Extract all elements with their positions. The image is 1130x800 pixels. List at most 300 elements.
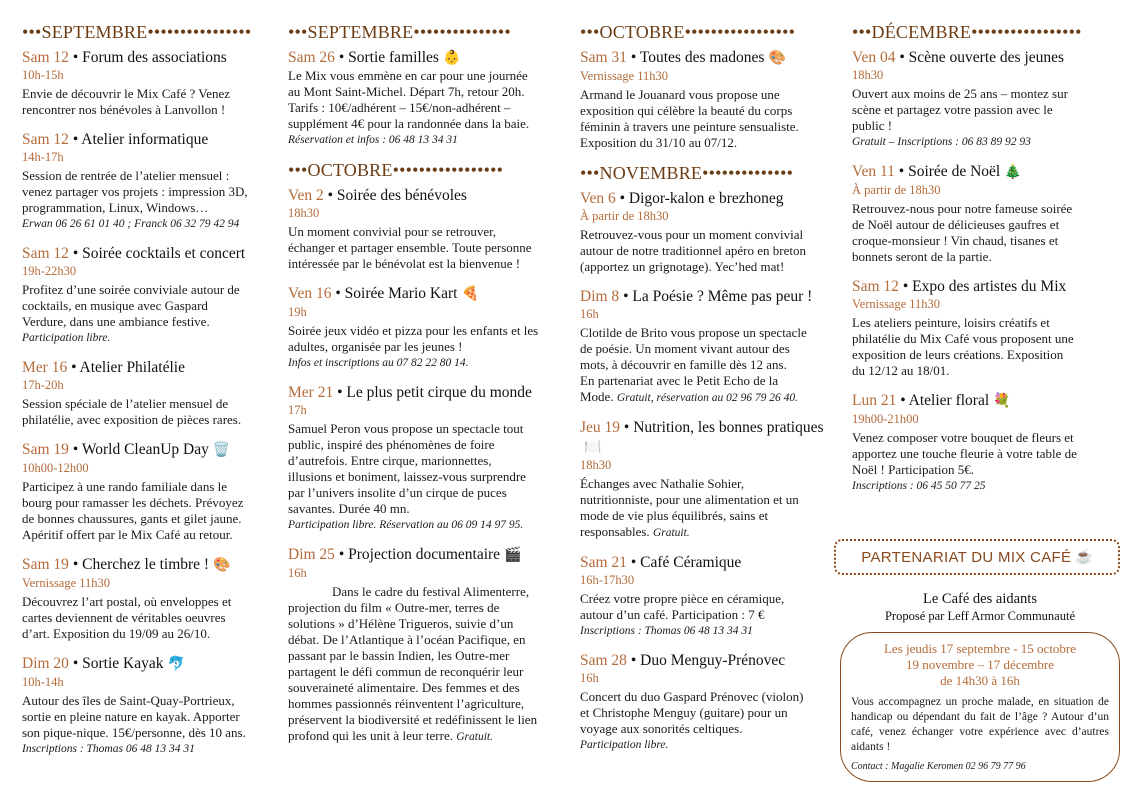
event-separator: •	[626, 652, 641, 669]
event-description-text: partagent le défi commun de reconquérir leur	[288, 664, 524, 679]
month-section	[22, 22, 272, 757]
event-separator: •	[626, 554, 641, 571]
event-description-text: son pique-nique. 15€/personne, dès 10 ans.	[22, 725, 246, 740]
event-description-text: responsables.	[580, 524, 650, 539]
event-description	[852, 315, 1118, 379]
event-description-text: par l’univers insolite d’un cirque de puces	[288, 485, 507, 500]
event-description-line	[22, 610, 272, 626]
event-item	[580, 287, 836, 406]
column-3	[580, 22, 836, 765]
event-description-text: solutions » d’Hélène Trigueros, suivie d’un	[288, 616, 514, 631]
event-description	[22, 168, 272, 232]
event-description-line	[22, 626, 272, 642]
event-item	[22, 440, 272, 543]
event-description-line	[852, 363, 1118, 379]
event-title: Soirée des bénévoles	[336, 187, 467, 204]
event-description-line	[580, 341, 836, 357]
event-description-line	[288, 664, 566, 680]
event-day: Sam 12	[22, 245, 69, 262]
event-description-line	[22, 86, 272, 102]
event-description-line	[288, 584, 566, 600]
event-item	[852, 277, 1118, 379]
event-time: 18h30	[288, 206, 320, 220]
event-description	[852, 430, 1118, 494]
event-description-text: passant par le bassin Indien, les Outre-mer	[288, 648, 510, 663]
event-item	[852, 48, 1118, 150]
event-day: Dim 20	[22, 655, 69, 672]
event-description-text: Participez à une rando familiale dans le	[22, 479, 228, 494]
event-description-line	[288, 339, 566, 355]
event-description-text: préservent la biodiversité et redéfinissent le lien	[288, 712, 538, 727]
month-heading: •••DÉCEMBRE•••••••••••••••••	[852, 22, 1082, 42]
event-description-text: Créez votre propre pièce en céramique,	[580, 591, 785, 606]
event-header	[288, 48, 566, 68]
event-emoji-icon: 🗑️	[212, 443, 231, 458]
event-description-text: Session de rentrée de l’atelier mensuel :	[22, 168, 230, 183]
event-time: 19h	[288, 305, 307, 319]
event-description-text: Concert du duo Gaspard Prénovec (violon)	[580, 689, 804, 704]
event-description-text: Dans le cadre du festival Alimenterre,	[332, 584, 530, 599]
month-heading: •••SEPTEMBRE••••••••••••••••	[22, 22, 252, 42]
month-heading: •••OCTOBRE•••••••••••••••••	[580, 22, 796, 42]
event-note: Participation libre.	[580, 739, 669, 751]
event-header	[580, 651, 836, 670]
event-separator: •	[323, 187, 337, 204]
event-description-line	[852, 347, 1118, 363]
event-description-text: du 12/12 au 18/01.	[852, 363, 950, 378]
event-description-line	[288, 421, 566, 437]
event-description-text: autour d’un café. Participation : 7 €	[580, 607, 765, 622]
event-note: Réservation et infos : 06 48 13 34 31	[288, 134, 458, 146]
event-description-text: savantes. Durée 40 mn.	[288, 501, 410, 516]
partner-contact: Contact : Magalie Keromen 02 96 79 77 96	[851, 761, 1026, 772]
partner-heading	[840, 590, 1120, 624]
event-description-line	[580, 476, 836, 492]
event-description-line	[852, 102, 1118, 118]
event-title: Cherchez le timbre !	[82, 556, 210, 573]
event-description-line	[580, 325, 836, 341]
event-title: Scène ouverte des jeunes	[908, 49, 1065, 66]
event-description-line	[288, 728, 566, 745]
column-1	[22, 22, 272, 769]
event-tail-note: Gratuit.	[456, 731, 493, 743]
event-description-text: philatélie du Mix Café vous proposent une	[852, 331, 1074, 346]
event-description-text: voyage aux sonorités celtiques.	[580, 721, 743, 736]
event-time: 16h	[580, 307, 599, 321]
event-description-line	[580, 87, 836, 103]
event-time: 19h-22h30	[22, 264, 77, 278]
event-tail-note: Gratuit.	[652, 527, 690, 539]
event-description-text: Armand le Jouanard vous propose une	[580, 87, 780, 102]
event-description-line	[852, 233, 1118, 249]
event-description-line	[852, 462, 1118, 478]
event-header	[580, 189, 836, 208]
event-item	[288, 284, 566, 371]
event-description	[22, 86, 272, 118]
event-emoji-icon: 👶	[442, 51, 461, 66]
event-description-text: nutritionniste, pour une alimentation et un	[580, 492, 799, 507]
event-header	[22, 244, 272, 263]
event-description-line	[22, 200, 272, 216]
event-separator: •	[68, 49, 83, 66]
event-separator: •	[626, 49, 640, 66]
event-description-line	[288, 616, 566, 632]
event-description	[22, 693, 272, 757]
event-item	[852, 162, 1118, 265]
event-description-text: exposition qui célèbre la beauté du corps	[580, 103, 793, 118]
event-separator: •	[68, 131, 82, 148]
event-description	[288, 224, 566, 272]
event-header	[288, 545, 566, 565]
event-description-text: débat. De l’Atlantique à l’océan Pacifique, en	[288, 632, 526, 647]
event-description-text: Autour des îles de Saint-Quay-Portrieux,	[22, 693, 235, 708]
event-separator: •	[620, 419, 634, 436]
event-description-line	[288, 632, 566, 648]
event-header	[22, 130, 272, 149]
event-description-line	[852, 118, 1118, 134]
event-description	[22, 282, 272, 346]
event-description-text: Venez composer votre bouquet de fleurs et	[852, 430, 1074, 445]
event-description-text: cartes deviennent de véritables oeuvres	[22, 610, 226, 625]
event-title: Sortie familles	[348, 49, 439, 66]
event-description-line	[22, 693, 272, 709]
event-description	[580, 227, 836, 275]
event-description	[22, 396, 272, 428]
event-description-line	[852, 249, 1118, 265]
event-description-line	[22, 412, 272, 428]
event-title: Soirée cocktails et concert	[82, 245, 246, 262]
event-description	[22, 594, 272, 642]
event-header	[288, 284, 566, 304]
month-section	[580, 163, 836, 753]
event-description-text: Session spéciale de l’atelier mensuel de	[22, 396, 229, 411]
event-day: Lun 21	[852, 392, 897, 409]
event-description-text: (apportez un grignotage). Yec’hed mat!	[580, 259, 785, 274]
event-emoji-icon: 🎬	[504, 548, 522, 563]
event-day: Sam 21	[580, 554, 627, 571]
event-description-text: sortie en pleine nature en kayak. Apporter	[22, 709, 240, 724]
event-note: Erwan 06 26 61 01 40 ; Franck 06 32 79 42 94	[22, 218, 240, 230]
event-description-line	[22, 511, 272, 527]
event-time: 16h	[288, 566, 307, 580]
event-description-line	[288, 240, 566, 256]
event-description-line	[288, 84, 566, 100]
event-header	[580, 48, 836, 68]
event-title: La Poésie ? Même pas peur !	[632, 288, 813, 305]
event-note: Gratuit – Inscriptions : 06 83 89 92 93	[852, 136, 1031, 148]
event-title: Le plus petit cirque du monde	[346, 384, 532, 401]
event-title: Atelier informatique	[81, 131, 209, 148]
event-description-line	[288, 712, 566, 728]
event-description	[288, 323, 566, 371]
event-header	[852, 391, 1118, 411]
event-emoji-icon: 🎨	[213, 558, 231, 573]
event-description-line	[852, 331, 1118, 347]
event-description-line	[288, 116, 566, 132]
event-note: Inscriptions : Thomas 06 48 13 34 31	[22, 743, 195, 755]
event-separator: •	[67, 359, 80, 376]
event-separator: •	[615, 190, 629, 207]
event-separator: •	[331, 285, 345, 302]
event-title: Duo Menguy-Prénovec	[640, 652, 786, 669]
event-description-line	[22, 396, 272, 412]
event-item	[288, 186, 566, 272]
event-description-line	[580, 227, 836, 243]
event-note: Inscriptions : 06 45 50 77 25	[852, 480, 986, 492]
event-emoji-icon: 🍽️	[584, 440, 602, 455]
event-description-text: autour de notre traditionnel apéro en breton	[580, 243, 806, 258]
event-description-text: Noël ! Participation 5€.	[852, 462, 975, 477]
event-time: 17h	[288, 403, 307, 417]
event-description-line	[852, 430, 1118, 446]
event-header	[580, 418, 836, 457]
partner-title: Le Café des aidants	[923, 591, 1037, 607]
event-day: Jeu 19	[580, 419, 621, 436]
event-description-line	[852, 315, 1118, 331]
event-description-text: bonnets seront de la partie.	[852, 249, 992, 264]
event-description-line	[22, 314, 272, 330]
event-description-text: rencontrer nos bénévoles à Lanvollon !	[22, 102, 226, 117]
event-header	[22, 555, 272, 575]
event-description-text: En partenariat avec le Petit Echo de la	[580, 373, 779, 388]
event-description-text: Un moment convivial pour se retrouver,	[288, 224, 497, 239]
event-description-line	[580, 721, 836, 737]
month-section	[288, 160, 566, 745]
event-description-line	[288, 600, 566, 616]
event-description-text: projection du film « Outre-mer, terres de	[288, 600, 500, 615]
event-description-line	[580, 373, 836, 389]
event-time: 10h00-12h00	[22, 461, 89, 475]
event-description-line	[288, 696, 566, 712]
event-day: Sam 19	[22, 556, 69, 573]
event-title: Digor-kalon e brezhoneg	[628, 190, 784, 207]
event-title: Projection documentaire	[348, 546, 501, 563]
event-time: Vernissage 11h30	[852, 297, 941, 311]
event-description-text: Tarifs : 10€/adhérent – 15€/non-adhérent –	[288, 100, 511, 115]
event-description-line	[288, 437, 566, 453]
event-title: World CleanUp Day	[81, 441, 209, 458]
event-item	[22, 555, 272, 642]
event-description-line	[288, 323, 566, 339]
event-description-text: supplément 4€ pour la randonnée dans la baie.	[288, 116, 530, 131]
event-day: Sam 26	[288, 49, 335, 66]
event-description-text: de poésie. Un moment vivant autour des	[580, 341, 790, 356]
event-day: Sam 12	[852, 278, 899, 295]
event-description	[288, 421, 566, 533]
month-heading: •••OCTOBRE•••••••••••••••••	[288, 160, 504, 180]
event-description-text: bourg pour ramasser les déchets. Prévoyez	[22, 495, 244, 510]
event-description-line	[288, 501, 566, 517]
event-header	[852, 277, 1118, 296]
event-time: 10h-14h	[22, 675, 64, 689]
event-item	[22, 358, 272, 428]
event-description-line	[22, 725, 272, 741]
event-description-text: public, inspiré des phénomènes de foire	[288, 437, 495, 452]
event-separator: •	[898, 278, 913, 295]
event-description-text: Samuel Peron vous propose un spectacle tout	[288, 421, 524, 436]
event-day: Mer 16	[22, 359, 68, 376]
event-title: Café Céramique	[640, 554, 742, 571]
event-description-line	[288, 680, 566, 696]
event-item	[22, 654, 272, 757]
event-time: Vernissage 11h30	[580, 69, 669, 83]
event-description-text: mots, à découvrir en famille dès 12 ans.	[580, 357, 787, 372]
event-time: À partir de 18h30	[580, 209, 669, 223]
event-header	[580, 287, 836, 306]
event-description-line	[580, 389, 836, 406]
event-description-text: hommes passionnés réinventent l’agriculture,	[288, 696, 525, 711]
event-header	[22, 654, 272, 674]
event-item	[22, 48, 272, 118]
event-description-line	[288, 256, 566, 272]
event-title: Forum des associations	[82, 49, 227, 66]
event-description-text: exposition de leurs créations. Exposition	[852, 347, 1064, 362]
event-description-text: philatélie, avec exposition de pièces rares.	[22, 412, 242, 427]
event-description-line	[852, 217, 1118, 233]
partner-date-line: Les jeudis 17 septembre - 15 octobre	[883, 641, 1077, 656]
column-2	[288, 22, 566, 757]
event-description-text: Apéritif offert par le Mix Café au retour.	[22, 527, 233, 542]
event-note: Inscriptions : Thomas 06 48 13 34 31	[580, 625, 753, 637]
event-day: Dim 8	[580, 288, 620, 305]
event-description-text: profond qui les unit à leur terre.	[288, 728, 453, 743]
event-description-text: d’autrefois. Entre cirque, marionnettes,	[288, 453, 492, 468]
event-title: Atelier floral	[908, 392, 990, 409]
event-description-text: Profitez d’une soirée conviviale autour de	[22, 282, 240, 297]
event-description-text: Exposition du 31/10 au 07/12.	[580, 135, 738, 150]
event-title: Atelier Philatélie	[79, 359, 185, 376]
month-section	[580, 22, 836, 151]
event-description-text: Retrouvez-vous pour un moment convivial	[580, 227, 804, 242]
event-description	[580, 591, 836, 639]
event-item	[852, 391, 1118, 494]
partner-dates	[851, 641, 1109, 689]
event-description	[22, 479, 272, 543]
event-description-line	[22, 495, 272, 511]
event-description-line	[580, 119, 836, 135]
event-description-text: souveraineté alimentaire. Des femmes et des	[288, 680, 520, 695]
event-title: Sortie Kayak	[82, 655, 164, 672]
event-description-text: apportez une touche fleurie à votre table de	[852, 446, 1077, 461]
event-title: Toutes des madones	[639, 49, 765, 66]
event-note: Infos et inscriptions au 07 82 22 80 14.	[288, 357, 469, 369]
event-description-line	[22, 282, 272, 298]
event-item	[22, 130, 272, 232]
event-time: 17h-20h	[22, 378, 64, 392]
partner-date-line: 19 novembre – 17 décembre	[905, 657, 1054, 672]
event-description-line	[580, 689, 836, 705]
event-emoji-icon: 🎄	[1004, 165, 1022, 180]
event-day: Sam 12	[22, 131, 69, 148]
event-time: 16h-17h30	[580, 573, 635, 587]
event-header	[22, 440, 272, 460]
event-description-text: Retrouvez-nous pour notre fameuse soirée	[852, 201, 1073, 216]
event-description-text: croque-monsieur ! Vin chaud, tisanes et	[852, 233, 1059, 248]
event-description-line	[288, 224, 566, 240]
event-time: 14h-17h	[22, 150, 64, 164]
event-note: Participation libre.	[22, 332, 111, 344]
event-description-line	[288, 100, 566, 116]
event-note: Participation libre. Réservation au 06 09 14 97 95.	[288, 519, 524, 531]
event-tail-note: Gratuit, réservation au 02 96 79 26 40.	[616, 392, 798, 404]
event-item	[288, 48, 566, 148]
event-description-text: mode de vie plus équilibrés, sains et	[580, 508, 769, 523]
event-description-line	[22, 168, 272, 184]
event-day: Ven 2	[288, 187, 324, 204]
event-description	[580, 325, 836, 406]
event-description-line	[288, 68, 566, 84]
event-description-line	[580, 103, 836, 119]
event-item	[580, 189, 836, 275]
event-description-line	[580, 508, 836, 524]
event-time: 18h30	[580, 458, 612, 472]
event-description-text: de Noël autour de délicieuses gaufres et	[852, 217, 1060, 232]
event-description-line	[288, 469, 566, 485]
event-description-text: illusions et boniment, laissez-vous surprendre	[288, 469, 526, 484]
event-separator: •	[68, 655, 83, 672]
event-description-line	[580, 524, 836, 541]
event-description-text: de bonnes chaussures, gants et gilet jaune.	[22, 511, 242, 526]
event-description-line	[22, 184, 272, 200]
event-header	[288, 186, 566, 205]
event-description-line	[22, 527, 272, 543]
event-description-line	[852, 86, 1118, 102]
event-description-line	[580, 135, 836, 151]
event-separator: •	[896, 392, 909, 409]
coffee-icon: ☕	[1075, 549, 1093, 565]
event-title: Expo des artistes du Mix	[912, 278, 1067, 295]
event-description-text: cocktails, en musique avec Gaspard	[22, 298, 208, 313]
event-title: Soirée de Noël	[908, 163, 1001, 180]
event-item	[580, 48, 836, 151]
event-time: 19h00-21h00	[852, 412, 919, 426]
event-separator: •	[68, 556, 83, 573]
event-description-text: adultes, organisée par les jeunes !	[288, 339, 463, 354]
event-separator: •	[334, 546, 349, 563]
event-description-line	[580, 607, 836, 623]
month-heading: •••NOVEMBRE••••••••••••••	[580, 163, 794, 183]
event-separator: •	[619, 288, 633, 305]
event-day: Mer 21	[288, 384, 334, 401]
event-time: 10h-15h	[22, 68, 64, 82]
event-emoji-icon: 🎨	[768, 51, 786, 66]
event-time: 18h30	[852, 68, 884, 82]
event-separator: •	[894, 163, 909, 180]
event-item	[288, 383, 566, 533]
event-header	[852, 162, 1118, 182]
event-description-line	[288, 453, 566, 469]
event-title: Nutrition, les bonnes pratiques	[633, 419, 824, 436]
event-separator: •	[895, 49, 909, 66]
event-day: Sam 12	[22, 49, 69, 66]
event-header	[22, 358, 272, 377]
event-description	[580, 476, 836, 541]
event-item	[580, 418, 836, 541]
partner-banner	[834, 539, 1120, 575]
event-header	[288, 383, 566, 402]
event-description-line	[580, 705, 836, 721]
event-emoji-icon: 🍕	[461, 287, 479, 302]
event-item	[288, 545, 566, 745]
event-description-text: public !	[852, 118, 893, 133]
event-description-line	[22, 479, 272, 495]
event-description	[852, 86, 1118, 150]
event-description-text: intéressée par le bénévolat est la bienvenue !	[288, 256, 521, 271]
event-item	[22, 244, 272, 346]
event-description-text: Verdure, dans une ambiance festive.	[22, 314, 210, 329]
event-separator: •	[68, 245, 83, 262]
event-item	[580, 651, 836, 753]
